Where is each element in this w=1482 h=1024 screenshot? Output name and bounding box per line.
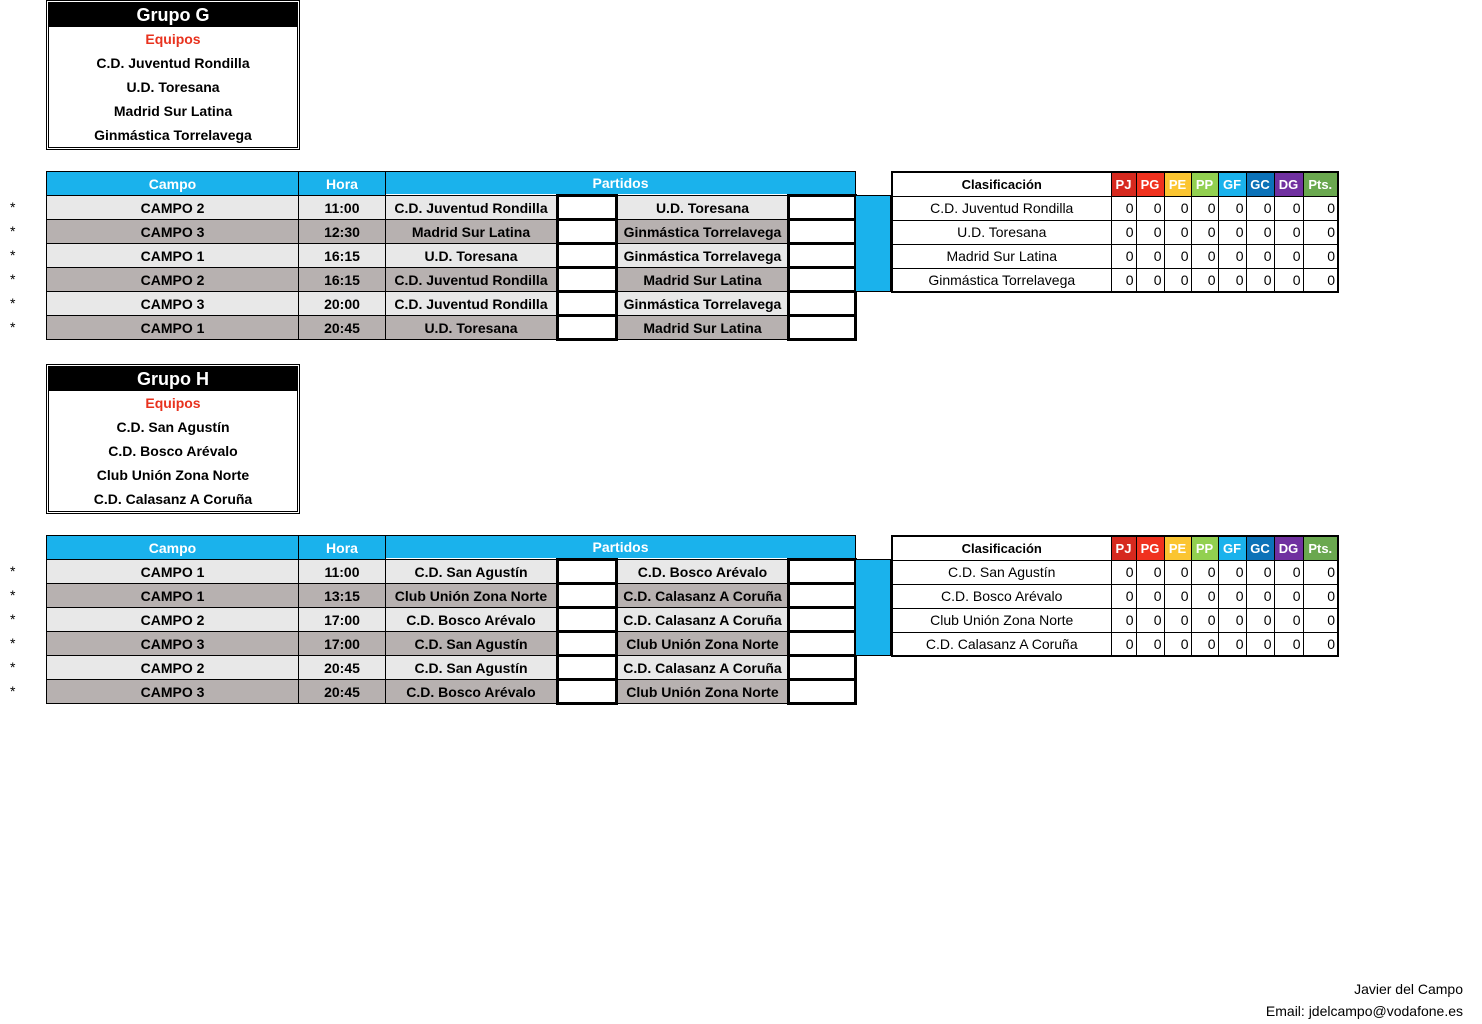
team-box bbox=[46, 0, 300, 150]
stat-value: 0 bbox=[1274, 220, 1303, 244]
stat-value: 0 bbox=[1191, 268, 1218, 292]
stat-value: 0 bbox=[1111, 244, 1136, 268]
team-name: Ginmástica Torrelavega bbox=[94, 127, 252, 143]
standings-team: C.D. Juventud Rondilla bbox=[892, 196, 1111, 220]
match-local: C.D. Juventud Rondilla bbox=[386, 196, 558, 220]
header-campo: Campo bbox=[47, 172, 299, 196]
stat-header: DG bbox=[1274, 536, 1303, 560]
match-campo: CAMPO 1 bbox=[47, 584, 299, 608]
group-title: Grupo H bbox=[49, 367, 297, 391]
stat-value: 0 bbox=[1303, 268, 1338, 292]
match-row bbox=[47, 584, 856, 608]
stat-value: 0 bbox=[1111, 268, 1136, 292]
standings-team: C.D. Bosco Arévalo bbox=[892, 584, 1111, 608]
header-partidos: Partidos bbox=[386, 172, 856, 196]
match-visitante: Ginmástica Torrelavega bbox=[617, 220, 789, 244]
stat-header: PP bbox=[1191, 172, 1218, 196]
stat-value: 0 bbox=[1191, 560, 1218, 584]
footer-author: Javier del Campo bbox=[1354, 981, 1463, 997]
match-visitante: Madrid Sur Latina bbox=[617, 316, 789, 340]
score-local-input[interactable] bbox=[558, 220, 617, 244]
match-row bbox=[47, 196, 856, 220]
row-marker: * bbox=[10, 295, 16, 311]
stat-value: 0 bbox=[1246, 196, 1274, 220]
teams-label: Equipos bbox=[145, 395, 201, 411]
stat-value: 0 bbox=[1191, 196, 1218, 220]
stat-value: 0 bbox=[1218, 560, 1246, 584]
stat-value: 0 bbox=[1274, 632, 1303, 656]
standings-table bbox=[891, 171, 1339, 293]
row-marker: * bbox=[10, 563, 16, 579]
stat-value: 0 bbox=[1246, 608, 1274, 632]
stat-value: 0 bbox=[1136, 196, 1164, 220]
match-campo: CAMPO 1 bbox=[47, 316, 299, 340]
stat-header: GF bbox=[1218, 172, 1246, 196]
standings-team: C.D. San Agustín bbox=[892, 560, 1111, 584]
standings-title: Clasificación bbox=[892, 172, 1111, 196]
match-hora: 20:45 bbox=[299, 656, 386, 680]
header-partidos: Partidos bbox=[386, 536, 856, 560]
score-local-input[interactable] bbox=[558, 268, 617, 292]
stat-value: 0 bbox=[1303, 220, 1338, 244]
standings-team: Club Unión Zona Norte bbox=[892, 608, 1111, 632]
standings-team: C.D. Calasanz A Coruña bbox=[892, 632, 1111, 656]
stat-header: GC bbox=[1246, 536, 1274, 560]
stat-header: PE bbox=[1164, 536, 1191, 560]
row-marker: * bbox=[10, 635, 16, 651]
match-local: C.D. Juventud Rondilla bbox=[386, 292, 558, 316]
match-visitante: Ginmástica Torrelavega bbox=[617, 244, 789, 268]
match-visitante: C.D. Bosco Arévalo bbox=[617, 560, 789, 584]
match-row bbox=[47, 268, 856, 292]
match-campo: CAMPO 3 bbox=[47, 220, 299, 244]
standings-row bbox=[892, 608, 1338, 632]
stat-header: PE bbox=[1164, 172, 1191, 196]
standings-table bbox=[891, 535, 1339, 657]
stat-value: 0 bbox=[1303, 584, 1338, 608]
match-campo: CAMPO 1 bbox=[47, 244, 299, 268]
score-visitante-input[interactable] bbox=[789, 244, 856, 268]
score-local-input[interactable] bbox=[558, 680, 617, 704]
row-marker: * bbox=[10, 611, 16, 627]
team-name: U.D. Toresana bbox=[126, 79, 220, 95]
match-campo: CAMPO 2 bbox=[47, 656, 299, 680]
stat-header: PJ bbox=[1111, 536, 1136, 560]
match-hora: 20:45 bbox=[299, 680, 386, 704]
score-local-input[interactable] bbox=[558, 584, 617, 608]
stat-value: 0 bbox=[1111, 196, 1136, 220]
team-name: C.D. Bosco Arévalo bbox=[108, 443, 238, 459]
stat-value: 0 bbox=[1303, 196, 1338, 220]
match-local: C.D. Bosco Arévalo bbox=[386, 680, 558, 704]
stat-value: 0 bbox=[1111, 632, 1136, 656]
score-local-input[interactable] bbox=[558, 244, 617, 268]
stat-value: 0 bbox=[1136, 268, 1164, 292]
match-hora: 16:15 bbox=[299, 268, 386, 292]
match-hora: 11:00 bbox=[299, 560, 386, 584]
team-name: Madrid Sur Latina bbox=[113, 103, 233, 119]
stat-header: Pts. bbox=[1303, 536, 1338, 560]
score-local-input[interactable] bbox=[558, 632, 617, 656]
blue-strip bbox=[855, 195, 891, 292]
teams-label: Equipos bbox=[145, 31, 201, 47]
row-marker: * bbox=[10, 271, 16, 287]
match-visitante: C.D. Calasanz A Coruña bbox=[617, 656, 789, 680]
stat-value: 0 bbox=[1303, 632, 1338, 656]
score-visitante-input[interactable] bbox=[789, 292, 856, 316]
stat-value: 0 bbox=[1111, 220, 1136, 244]
stat-value: 0 bbox=[1111, 584, 1136, 608]
score-local-input[interactable] bbox=[558, 560, 617, 584]
stat-value: 0 bbox=[1164, 268, 1191, 292]
stat-value: 0 bbox=[1218, 632, 1246, 656]
stat-header: Pts. bbox=[1303, 172, 1338, 196]
stat-value: 0 bbox=[1136, 632, 1164, 656]
stat-value: 0 bbox=[1303, 244, 1338, 268]
stat-value: 0 bbox=[1274, 244, 1303, 268]
matches-table bbox=[46, 535, 857, 705]
match-row bbox=[47, 680, 856, 704]
stat-value: 0 bbox=[1303, 560, 1338, 584]
match-hora: 20:00 bbox=[299, 292, 386, 316]
match-row bbox=[47, 220, 856, 244]
stat-value: 0 bbox=[1191, 632, 1218, 656]
score-visitante-input[interactable] bbox=[789, 632, 856, 656]
stat-header: PP bbox=[1191, 536, 1218, 560]
blue-strip bbox=[855, 559, 891, 656]
header-hora: Hora bbox=[299, 172, 386, 196]
team-name: Club Unión Zona Norte bbox=[96, 467, 250, 483]
match-visitante: Club Unión Zona Norte bbox=[617, 680, 789, 704]
match-local: Madrid Sur Latina bbox=[386, 220, 558, 244]
stat-value: 0 bbox=[1164, 584, 1191, 608]
stat-value: 0 bbox=[1136, 560, 1164, 584]
match-campo: CAMPO 3 bbox=[47, 680, 299, 704]
match-row bbox=[47, 632, 856, 656]
match-hora: 17:00 bbox=[299, 608, 386, 632]
score-local-input[interactable] bbox=[558, 316, 617, 340]
match-local: U.D. Toresana bbox=[386, 316, 558, 340]
stat-value: 0 bbox=[1136, 584, 1164, 608]
match-local: C.D. Bosco Arévalo bbox=[386, 608, 558, 632]
group-title: Grupo G bbox=[49, 3, 297, 27]
header-hora: Hora bbox=[299, 536, 386, 560]
score-local-input[interactable] bbox=[558, 656, 617, 680]
standings-row bbox=[892, 632, 1338, 656]
match-row bbox=[47, 316, 856, 340]
match-local: U.D. Toresana bbox=[386, 244, 558, 268]
match-visitante: U.D. Toresana bbox=[617, 196, 789, 220]
match-hora: 13:15 bbox=[299, 584, 386, 608]
stat-value: 0 bbox=[1164, 244, 1191, 268]
stat-value: 0 bbox=[1218, 584, 1246, 608]
row-markers bbox=[10, 559, 30, 703]
score-visitante-input[interactable] bbox=[789, 560, 856, 584]
match-hora: 11:00 bbox=[299, 196, 386, 220]
stat-value: 0 bbox=[1218, 196, 1246, 220]
score-visitante-input[interactable] bbox=[789, 268, 856, 292]
match-hora: 17:00 bbox=[299, 632, 386, 656]
standings-row bbox=[892, 560, 1338, 584]
stat-value: 0 bbox=[1111, 560, 1136, 584]
standings-row bbox=[892, 268, 1338, 292]
match-visitante: Club Unión Zona Norte bbox=[617, 632, 789, 656]
score-visitante-input[interactable] bbox=[789, 316, 856, 340]
stat-value: 0 bbox=[1136, 608, 1164, 632]
match-local: C.D. San Agustín bbox=[386, 560, 558, 584]
match-campo: CAMPO 1 bbox=[47, 560, 299, 584]
stat-header: GC bbox=[1246, 172, 1274, 196]
standings-row bbox=[892, 220, 1338, 244]
stat-value: 0 bbox=[1274, 268, 1303, 292]
team-name: C.D. Calasanz A Coruña bbox=[93, 491, 253, 507]
stat-header: PG bbox=[1136, 536, 1164, 560]
match-campo: CAMPO 2 bbox=[47, 268, 299, 292]
stat-header: DG bbox=[1274, 172, 1303, 196]
score-visitante-input[interactable] bbox=[789, 680, 856, 704]
stat-value: 0 bbox=[1164, 560, 1191, 584]
match-visitante: C.D. Calasanz A Coruña bbox=[617, 584, 789, 608]
match-campo: CAMPO 2 bbox=[47, 608, 299, 632]
row-marker: * bbox=[10, 683, 16, 699]
match-local: C.D. Juventud Rondilla bbox=[386, 268, 558, 292]
match-local: C.D. San Agustín bbox=[386, 632, 558, 656]
matches-table bbox=[46, 171, 857, 341]
stat-value: 0 bbox=[1303, 608, 1338, 632]
group-g bbox=[0, 0, 1482, 356]
match-visitante: Madrid Sur Latina bbox=[617, 268, 789, 292]
match-local: Club Unión Zona Norte bbox=[386, 584, 558, 608]
stat-value: 0 bbox=[1164, 196, 1191, 220]
stat-value: 0 bbox=[1274, 196, 1303, 220]
match-local: C.D. San Agustín bbox=[386, 656, 558, 680]
score-local-input[interactable] bbox=[558, 196, 617, 220]
score-visitante-input[interactable] bbox=[789, 656, 856, 680]
stat-value: 0 bbox=[1218, 608, 1246, 632]
footer-email: Email: jdelcampo@vodafone.es bbox=[1265, 1003, 1463, 1019]
stat-header: GF bbox=[1218, 536, 1246, 560]
match-row bbox=[47, 608, 856, 632]
match-hora: 12:30 bbox=[299, 220, 386, 244]
match-campo: CAMPO 3 bbox=[47, 632, 299, 656]
score-visitante-input[interactable] bbox=[789, 608, 856, 632]
row-marker: * bbox=[10, 659, 16, 675]
row-marker: * bbox=[10, 319, 16, 335]
score-local-input[interactable] bbox=[558, 292, 617, 316]
stat-value: 0 bbox=[1246, 220, 1274, 244]
group-h bbox=[0, 364, 1482, 720]
row-markers bbox=[10, 195, 30, 339]
standings-title: Clasificación bbox=[892, 536, 1111, 560]
standings-row bbox=[892, 244, 1338, 268]
standings-row bbox=[892, 196, 1338, 220]
stat-value: 0 bbox=[1136, 220, 1164, 244]
stat-header: PJ bbox=[1111, 172, 1136, 196]
stat-value: 0 bbox=[1246, 584, 1274, 608]
score-visitante-input[interactable] bbox=[789, 196, 856, 220]
match-row bbox=[47, 244, 856, 268]
stat-value: 0 bbox=[1191, 584, 1218, 608]
stat-value: 0 bbox=[1274, 560, 1303, 584]
stat-value: 0 bbox=[1274, 584, 1303, 608]
team-box bbox=[46, 364, 300, 514]
team-name: C.D. Juventud Rondilla bbox=[96, 55, 250, 71]
match-campo: CAMPO 2 bbox=[47, 196, 299, 220]
stat-value: 0 bbox=[1218, 244, 1246, 268]
stat-value: 0 bbox=[1274, 608, 1303, 632]
match-visitante: Ginmástica Torrelavega bbox=[617, 292, 789, 316]
match-row bbox=[47, 560, 856, 584]
match-campo: CAMPO 3 bbox=[47, 292, 299, 316]
score-visitante-input[interactable] bbox=[789, 220, 856, 244]
score-local-input[interactable] bbox=[558, 608, 617, 632]
stat-value: 0 bbox=[1246, 268, 1274, 292]
stat-value: 0 bbox=[1164, 608, 1191, 632]
score-visitante-input[interactable] bbox=[789, 584, 856, 608]
row-marker: * bbox=[10, 247, 16, 263]
stat-value: 0 bbox=[1164, 632, 1191, 656]
header-campo: Campo bbox=[47, 536, 299, 560]
stat-value: 0 bbox=[1218, 220, 1246, 244]
standings-row bbox=[892, 584, 1338, 608]
stat-value: 0 bbox=[1191, 608, 1218, 632]
match-hora: 16:15 bbox=[299, 244, 386, 268]
match-visitante: C.D. Calasanz A Coruña bbox=[617, 608, 789, 632]
standings-team: Ginmástica Torrelavega bbox=[892, 268, 1111, 292]
stat-value: 0 bbox=[1191, 244, 1218, 268]
team-name: C.D. San Agustín bbox=[116, 419, 230, 435]
stat-value: 0 bbox=[1246, 560, 1274, 584]
stat-value: 0 bbox=[1111, 608, 1136, 632]
stat-value: 0 bbox=[1246, 632, 1274, 656]
stat-header: PG bbox=[1136, 172, 1164, 196]
match-row bbox=[47, 656, 856, 680]
stat-value: 0 bbox=[1218, 268, 1246, 292]
match-hora: 20:45 bbox=[299, 316, 386, 340]
stat-value: 0 bbox=[1164, 220, 1191, 244]
row-marker: * bbox=[10, 223, 16, 239]
row-marker: * bbox=[10, 587, 16, 603]
match-row bbox=[47, 292, 856, 316]
stat-value: 0 bbox=[1191, 220, 1218, 244]
standings-team: Madrid Sur Latina bbox=[892, 244, 1111, 268]
footer bbox=[1266, 978, 1463, 1022]
stat-value: 0 bbox=[1136, 244, 1164, 268]
row-marker: * bbox=[10, 199, 16, 215]
stat-value: 0 bbox=[1246, 244, 1274, 268]
standings-team: U.D. Toresana bbox=[892, 220, 1111, 244]
